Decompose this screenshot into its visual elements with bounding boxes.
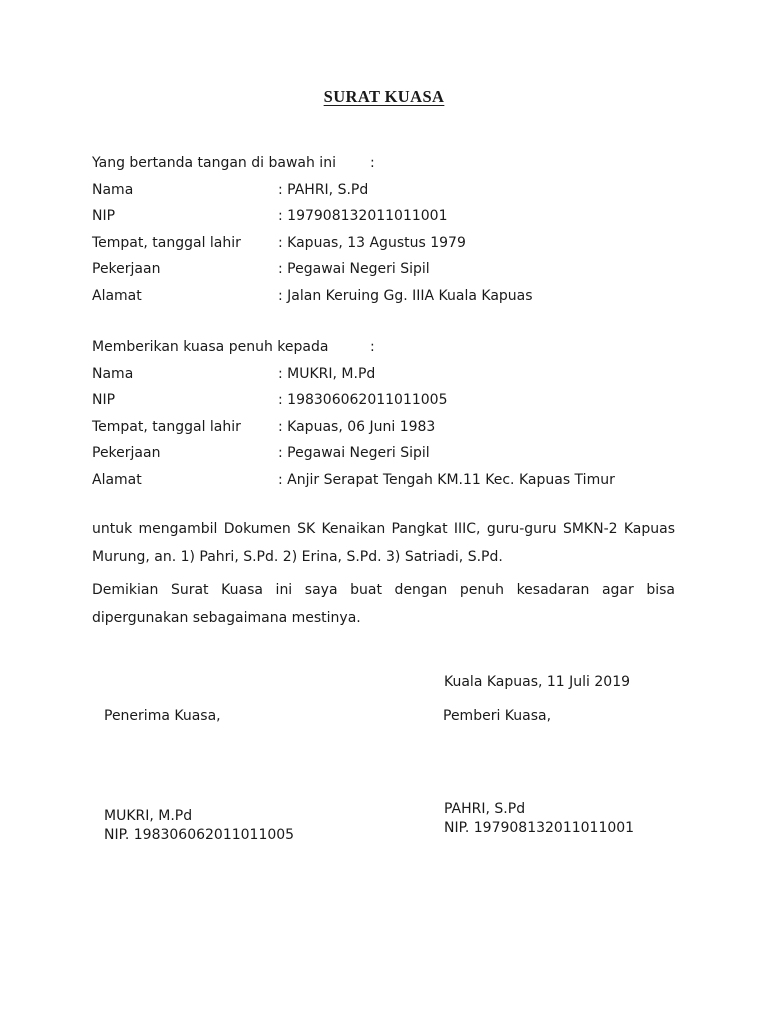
field-value: : 197908132011011001: [278, 208, 448, 224]
closing-paragraph: Demikian Surat Kuasa ini saya buat dengan penuh kesadaran agar bisa dipergunakan sebagaimana mestinya.: [92, 582, 675, 626]
grantee-row-address: [92, 467, 712, 494]
field-label: Tempat, tanggal lahir: [92, 234, 241, 251]
grantee-row-job: [92, 440, 712, 467]
grantor-role: Pemberi Kuasa,: [443, 708, 552, 724]
field-label: Pekerjaan: [92, 261, 161, 277]
grantee-heading-line: [92, 334, 712, 361]
field-value: : MUKRI, M.Pd: [278, 365, 376, 382]
field-label: Alamat: [92, 287, 142, 304]
field-label: Nama: [92, 181, 134, 198]
field-value: : Pegawai Negeri Sipil: [278, 261, 430, 277]
grantor-row-nip: [92, 203, 712, 230]
field-label: Nama: [92, 365, 134, 382]
grantee-heading: Memberikan kuasa penuh kepada: [92, 339, 329, 355]
grantor-name: PAHRI, S.Pd: [444, 801, 526, 817]
field-label: NIP: [92, 208, 116, 224]
grantor-row-address: [92, 283, 712, 310]
field-value: : Anjir Serapat Tengah KM.11 Kec. Kapuas Timur: [278, 471, 615, 488]
field-value: : PAHRI, S.Pd: [278, 181, 369, 198]
document-title: SURAT KUASA: [323, 87, 445, 106]
grantor-heading-line: [92, 150, 712, 177]
field-value: : 198306062011011005: [278, 392, 448, 408]
field-value: : Kapuas, 06 Juni 1983: [278, 418, 436, 435]
recipient-nip: NIP. 198306062011011005: [104, 827, 295, 843]
field-value: : Jalan Keruing Gg. IIIA Kuala Kapuas: [278, 287, 533, 304]
grantee-section: [92, 334, 712, 493]
grantor-section: [92, 150, 712, 309]
grantor-heading-colon: :: [370, 155, 375, 171]
grantee-row-name: [92, 361, 712, 388]
recipient-name: MUKRI, M.Pd: [104, 808, 193, 824]
grantor-nip: NIP. 197908132011011001: [444, 820, 635, 836]
grantee-row-birth: [92, 414, 712, 441]
grantor-row-birth: [92, 230, 712, 257]
field-label: Pekerjaan: [92, 445, 161, 461]
purpose-paragraph: untuk mengambil Dokumen SK Kenaikan Pangkat IIIC, guru-guru SMKN-2 Kapuas Murung, an. 1) Pahri, S.Pd. 2) Erina, S.Pd. 3) Satriadi, S.Pd.: [92, 521, 675, 565]
recipient-role: Penerima Kuasa,: [104, 708, 221, 724]
field-label: NIP: [92, 392, 116, 408]
place-date: Kuala Kapuas, 11 Juli 2019: [444, 674, 631, 690]
field-label: Tempat, tanggal lahir: [92, 418, 241, 435]
grantee-heading-colon: :: [370, 339, 375, 355]
field-value: : Pegawai Negeri Sipil: [278, 445, 430, 461]
grantee-row-nip: [92, 387, 712, 414]
grantor-heading: Yang bertanda tangan di bawah ini: [92, 155, 336, 171]
field-value: : Kapuas, 13 Agustus 1979: [278, 234, 466, 251]
grantor-row-job: [92, 256, 712, 283]
field-label: Alamat: [92, 471, 142, 488]
grantor-row-name: [92, 177, 712, 204]
